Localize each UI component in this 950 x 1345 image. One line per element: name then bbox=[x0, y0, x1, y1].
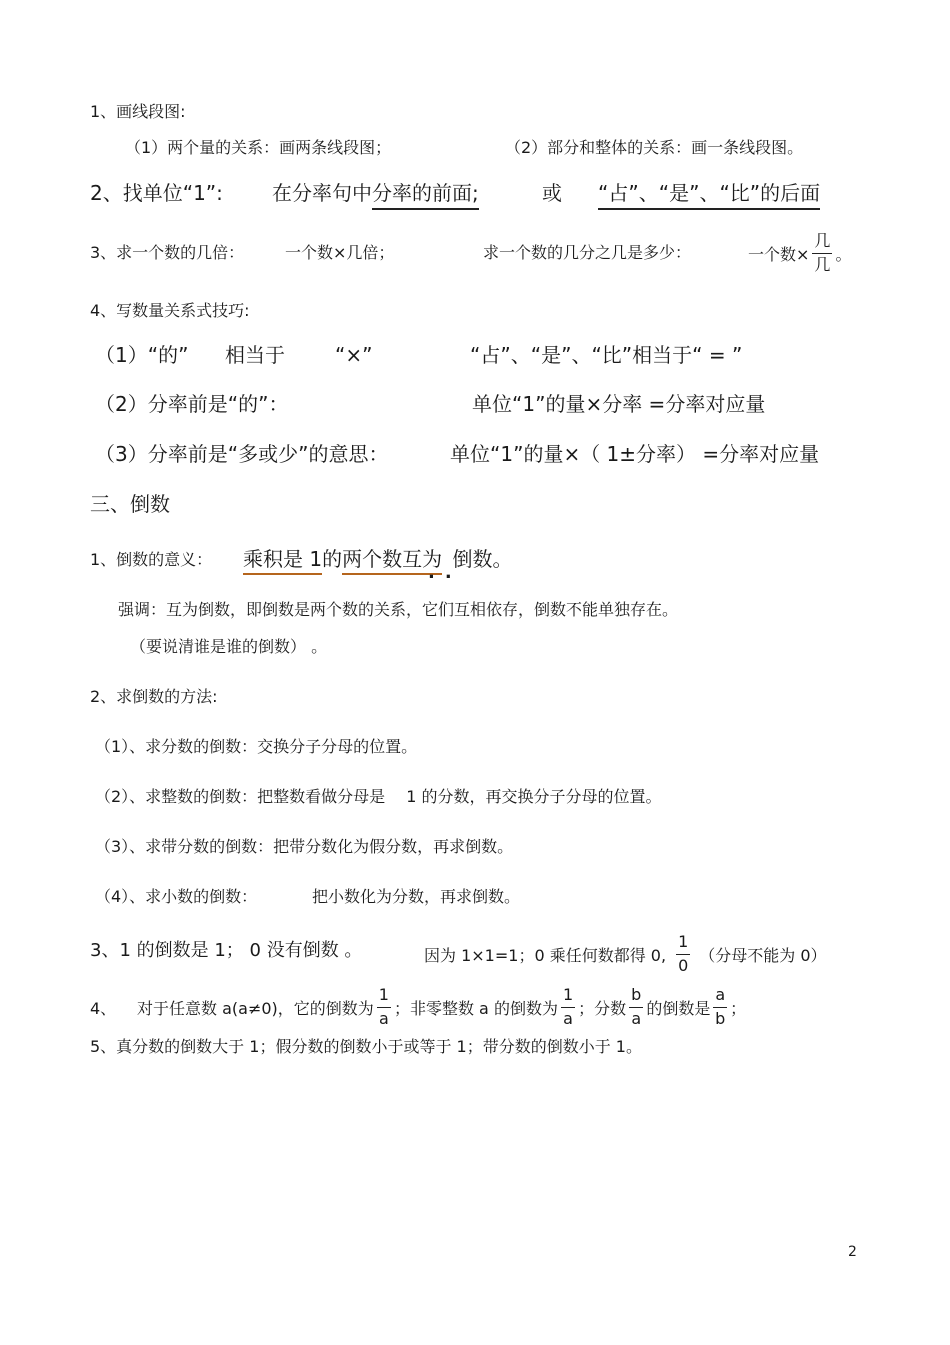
text-clarify-whose: （要说清谁是谁的倒数） 。 bbox=[130, 637, 328, 656]
rule-1-equals bbox=[470, 345, 742, 365]
line-2-after bbox=[598, 183, 820, 203]
text-two-quantities: （1）两个量的关系：画两条线段图； bbox=[125, 138, 392, 157]
fraction-numerator: 1 bbox=[561, 986, 575, 1007]
fraction-denominator: a bbox=[563, 1008, 573, 1028]
rule-2 bbox=[95, 394, 288, 414]
fraction-b-over-a bbox=[629, 986, 643, 1028]
fraction-a-over-b bbox=[713, 986, 727, 1028]
rule-3-more-or-less: （3）分率前是“多或少”的意思： bbox=[95, 442, 389, 466]
text-or: 或 bbox=[542, 181, 562, 205]
text-proper-improper-mixed: 5、真分数的倒数大于 1；假分数的倒数小于或等于 1；带分数的倒数小于 1。 bbox=[90, 1037, 642, 1056]
text-in-fraction-sentence: 在分率句中 bbox=[272, 181, 372, 205]
text-denominator-not-zero: （分母不能为 0） bbox=[699, 945, 827, 965]
rule-1-equiv bbox=[225, 345, 285, 365]
underlined-two-numbers-mutual: 两个数互为 bbox=[342, 547, 442, 575]
rule-1-equivalent: 相当于 bbox=[225, 343, 285, 367]
text-method-decimal: 把小数化为分数，再求倒数。 bbox=[312, 887, 521, 906]
text-part-whole: （2）部分和整体的关系：画一条线段图。 bbox=[505, 138, 804, 157]
line-3c bbox=[483, 245, 691, 261]
fraction-one-over-a-2 bbox=[561, 986, 575, 1028]
rule-1-keywords-equal: “占”、“是”、“比”相当于“ = ” bbox=[470, 343, 743, 367]
formula-number-times-multiple: 一个数×几倍； bbox=[285, 243, 395, 262]
line-4 bbox=[90, 303, 250, 319]
rule-3 bbox=[95, 444, 388, 464]
label-point-4: 4、 bbox=[90, 998, 117, 1018]
text-find-fraction-of-number: 求一个数的几分之几是多少： bbox=[483, 243, 692, 262]
line-3b bbox=[285, 245, 394, 261]
rule-2-before-de: （2）分率前是“的”： bbox=[95, 392, 289, 416]
def-body bbox=[243, 549, 512, 569]
heading-relation-tips: 4、写数量关系式技巧: bbox=[90, 301, 250, 320]
rule-2-formula bbox=[472, 394, 765, 414]
line-2 bbox=[90, 183, 223, 203]
fraction-ji-over-ji bbox=[812, 232, 832, 274]
text-fraction: ；分数 bbox=[578, 998, 627, 1018]
emphasis-dot-marks: .. bbox=[428, 562, 462, 583]
text-reciprocal-is: 的倒数是 bbox=[646, 998, 711, 1018]
label-meaning-of-reciprocal: 1、倒数的意义： bbox=[90, 550, 213, 569]
text-de: 的 bbox=[322, 547, 343, 571]
emphasis-line bbox=[118, 602, 678, 618]
methods-title bbox=[90, 689, 218, 705]
text-semicolon: ； bbox=[730, 998, 747, 1018]
emphasis-dots bbox=[428, 562, 462, 583]
text-method-mixed: （3）、求带分数的倒数：把带分数化为假分数，再求倒数。 bbox=[95, 837, 514, 856]
method-4b bbox=[312, 889, 520, 905]
text-reciprocal-end: 倒数。 bbox=[452, 547, 513, 571]
emphasis-line-2 bbox=[130, 639, 327, 655]
underlined-product-is-one: 乘积是 1 bbox=[243, 547, 322, 575]
fraction-numerator: a bbox=[713, 986, 727, 1007]
formula-number-times: 一个数× bbox=[748, 244, 810, 264]
page-number: 2 bbox=[848, 1244, 857, 1260]
point-3 bbox=[90, 942, 362, 960]
rule-3-formula bbox=[450, 444, 819, 464]
text-any-number: 对于任意数 a(a≠0)，它的倒数为 bbox=[137, 998, 374, 1018]
point-3-reason bbox=[424, 930, 827, 978]
fraction-denominator: b bbox=[715, 1008, 726, 1028]
text-because: 因为 1×1=1；0 乘任何数都得 0, bbox=[424, 945, 667, 965]
period: 。 bbox=[835, 244, 852, 264]
line-3d bbox=[748, 229, 851, 277]
heading-methods: 2、求倒数的方法: bbox=[90, 687, 218, 706]
text-method-integer: （2）、求整数的倒数：把整数看做分母是 1 的分数，再交换分子分母的位置。 bbox=[95, 787, 662, 806]
rule-1-times bbox=[335, 345, 372, 365]
underlined-after-keywords: “占”、“是”、“比”的后面 bbox=[598, 181, 820, 210]
method-4 bbox=[95, 889, 257, 905]
fraction-numerator: b bbox=[629, 986, 643, 1007]
rule-1-times-sign: “×” bbox=[335, 343, 373, 367]
text-find-multiple: 3、求一个数的几倍： bbox=[90, 243, 245, 262]
line-1b bbox=[505, 140, 803, 156]
fraction-numerator: 1 bbox=[676, 933, 690, 954]
fraction-denominator: 几 bbox=[814, 254, 831, 274]
method-3 bbox=[95, 839, 513, 855]
fraction-denominator: 0 bbox=[678, 955, 689, 975]
line-1 bbox=[90, 104, 186, 120]
line-2-or bbox=[542, 183, 562, 203]
text-emphasis: 强调：互为倒数，即倒数是两个数的关系，它们互相依存，倒数不能单独存在。 bbox=[118, 600, 679, 619]
section-three-reciprocal: 三、倒数 bbox=[90, 492, 170, 516]
rule-3-formula-text: 单位“1”的量×（ 1±分率） =分率对应量 bbox=[450, 442, 820, 466]
fraction-numerator: 几 bbox=[812, 232, 832, 253]
section-heading bbox=[90, 494, 170, 514]
fraction-denominator: a bbox=[378, 1008, 389, 1028]
method-1 bbox=[95, 739, 417, 755]
def-line bbox=[90, 552, 212, 568]
line-3a bbox=[90, 245, 244, 261]
line-2-body bbox=[272, 183, 479, 203]
fraction-denominator: a bbox=[631, 1008, 642, 1028]
rule-1 bbox=[95, 345, 188, 365]
point-4 bbox=[90, 983, 746, 1031]
fraction-numerator: 1 bbox=[377, 986, 391, 1007]
rule-1-de: （1）“的” bbox=[95, 343, 189, 367]
text-nonzero-integer: ；非零整数 a 的倒数为 bbox=[393, 998, 558, 1018]
heading-line-diagram: 1、画线段图: bbox=[90, 102, 186, 121]
text-method-fraction: （1）、求分数的倒数：交换分子分母的位置。 bbox=[95, 737, 418, 756]
fraction-one-over-zero bbox=[676, 933, 690, 975]
underlined-before-fraction: 分率的前面; bbox=[372, 181, 479, 210]
text-method-decimal-label: （4）、求小数的倒数： bbox=[95, 887, 258, 906]
line-1a bbox=[125, 140, 391, 156]
method-2 bbox=[95, 789, 662, 805]
label-find-unit-one: 2、找单位“1”: bbox=[90, 181, 223, 205]
text-one-and-zero: 3、1 的倒数是 1； 0 没有倒数 。 bbox=[90, 940, 363, 961]
point-5 bbox=[90, 1039, 642, 1055]
fraction-one-over-a bbox=[377, 986, 391, 1028]
rule-2-formula-text: 单位“1”的量×分率 =分率对应量 bbox=[472, 392, 766, 416]
